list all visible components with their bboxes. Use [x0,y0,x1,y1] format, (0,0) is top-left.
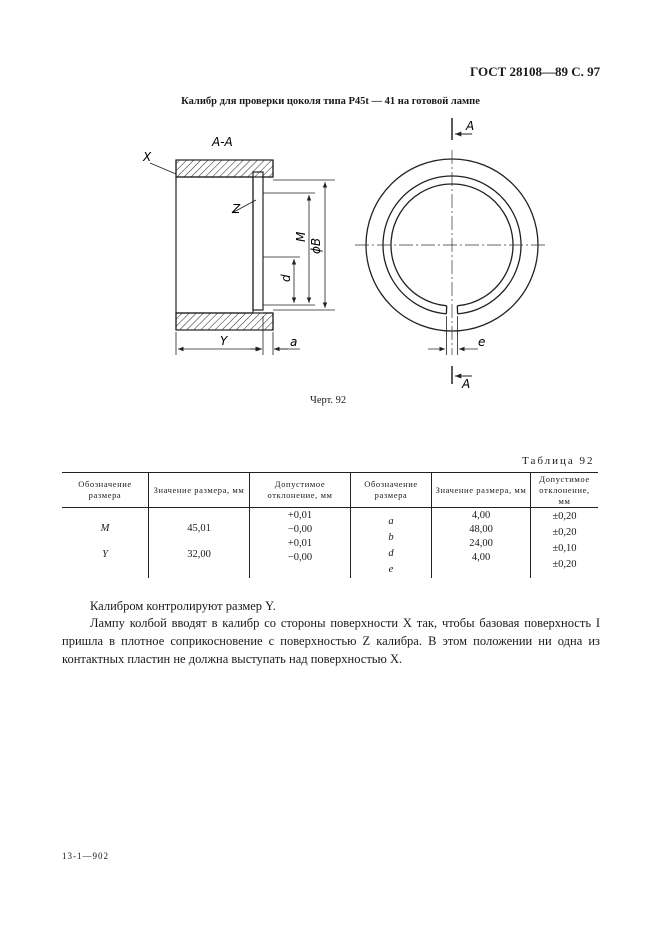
cell-tolerance: −0,00 [287,552,313,563]
cell-tolerance: ±0,20 [552,511,577,522]
section-view [176,160,273,330]
cell-symbol: Y [102,549,108,560]
cut-label-top: A [466,119,475,133]
table-title: Таблица 92 [522,455,595,467]
label-m: M [294,231,308,242]
table-row [62,508,598,579]
cell-symbol: M [100,523,110,534]
header-value-1: Значение размера, мм [149,473,250,508]
cell-value: 24,00 [469,538,493,549]
cell-tolerance: +0,01 [287,510,313,521]
cell-symbol: a [388,516,394,527]
cell-value: 45,01 [187,523,211,534]
label-z: Z [232,202,241,216]
header-tolerance-2: Допустимое отклонение, мм [531,473,599,508]
label-d: d [279,274,293,282]
header-value-2: Значение размера, мм [432,473,531,508]
label-y: Y [220,334,228,348]
cell-symbol: b [388,532,394,543]
paragraph-2: Лампу колбой вводят в калибр со стороны поверхности X так, чтобы базовая поверхность I пришла в плотное соприкосновение с поверхностью Z калибра. В этом положении ни одна из контактных пластин не должна выступать над поверхностью X. [62,616,600,666]
figure-caption: Калибр для проверки цоколя типа P45t — 41 на готовой лампе [181,96,480,107]
label-a: a [290,335,298,349]
header-designation-1: Обозначение размера [62,473,149,508]
cell-value: 48,00 [469,524,493,535]
section-label: A-A [212,135,233,149]
footer-code: 13-1—902 [62,851,109,861]
cell-tolerance: +0,01 [287,538,313,549]
technical-drawing [0,0,661,400]
cell-value: 4,00 [471,552,491,563]
header-designation-2: Обозначение размера [351,473,432,508]
header-tolerance-1: Допустимое отклонение, мм [250,473,351,508]
figure-label: Черт. 92 [310,395,347,406]
cell-tolerance: ±0,10 [552,543,577,554]
cell-tolerance: −0,00 [287,524,313,535]
table-header-row [62,473,598,508]
label-x: X [143,150,152,164]
cut-label-bottom: A [462,377,471,391]
cell-value: 32,00 [187,549,211,560]
cell-tolerance: ±0,20 [552,559,577,570]
cell-tolerance: ±0,20 [552,527,577,538]
label-phi-b: ϕB [309,237,323,254]
cell-symbol: e [388,564,394,575]
spec-table [62,472,598,578]
cell-symbol: d [388,548,394,559]
page-header: ГОСТ 28108—89 С. 97 [470,64,601,79]
label-e: e [478,335,486,349]
paragraph-1: Калибром контролируют размер Y. [90,599,276,613]
cell-value: 4,00 [471,510,491,521]
